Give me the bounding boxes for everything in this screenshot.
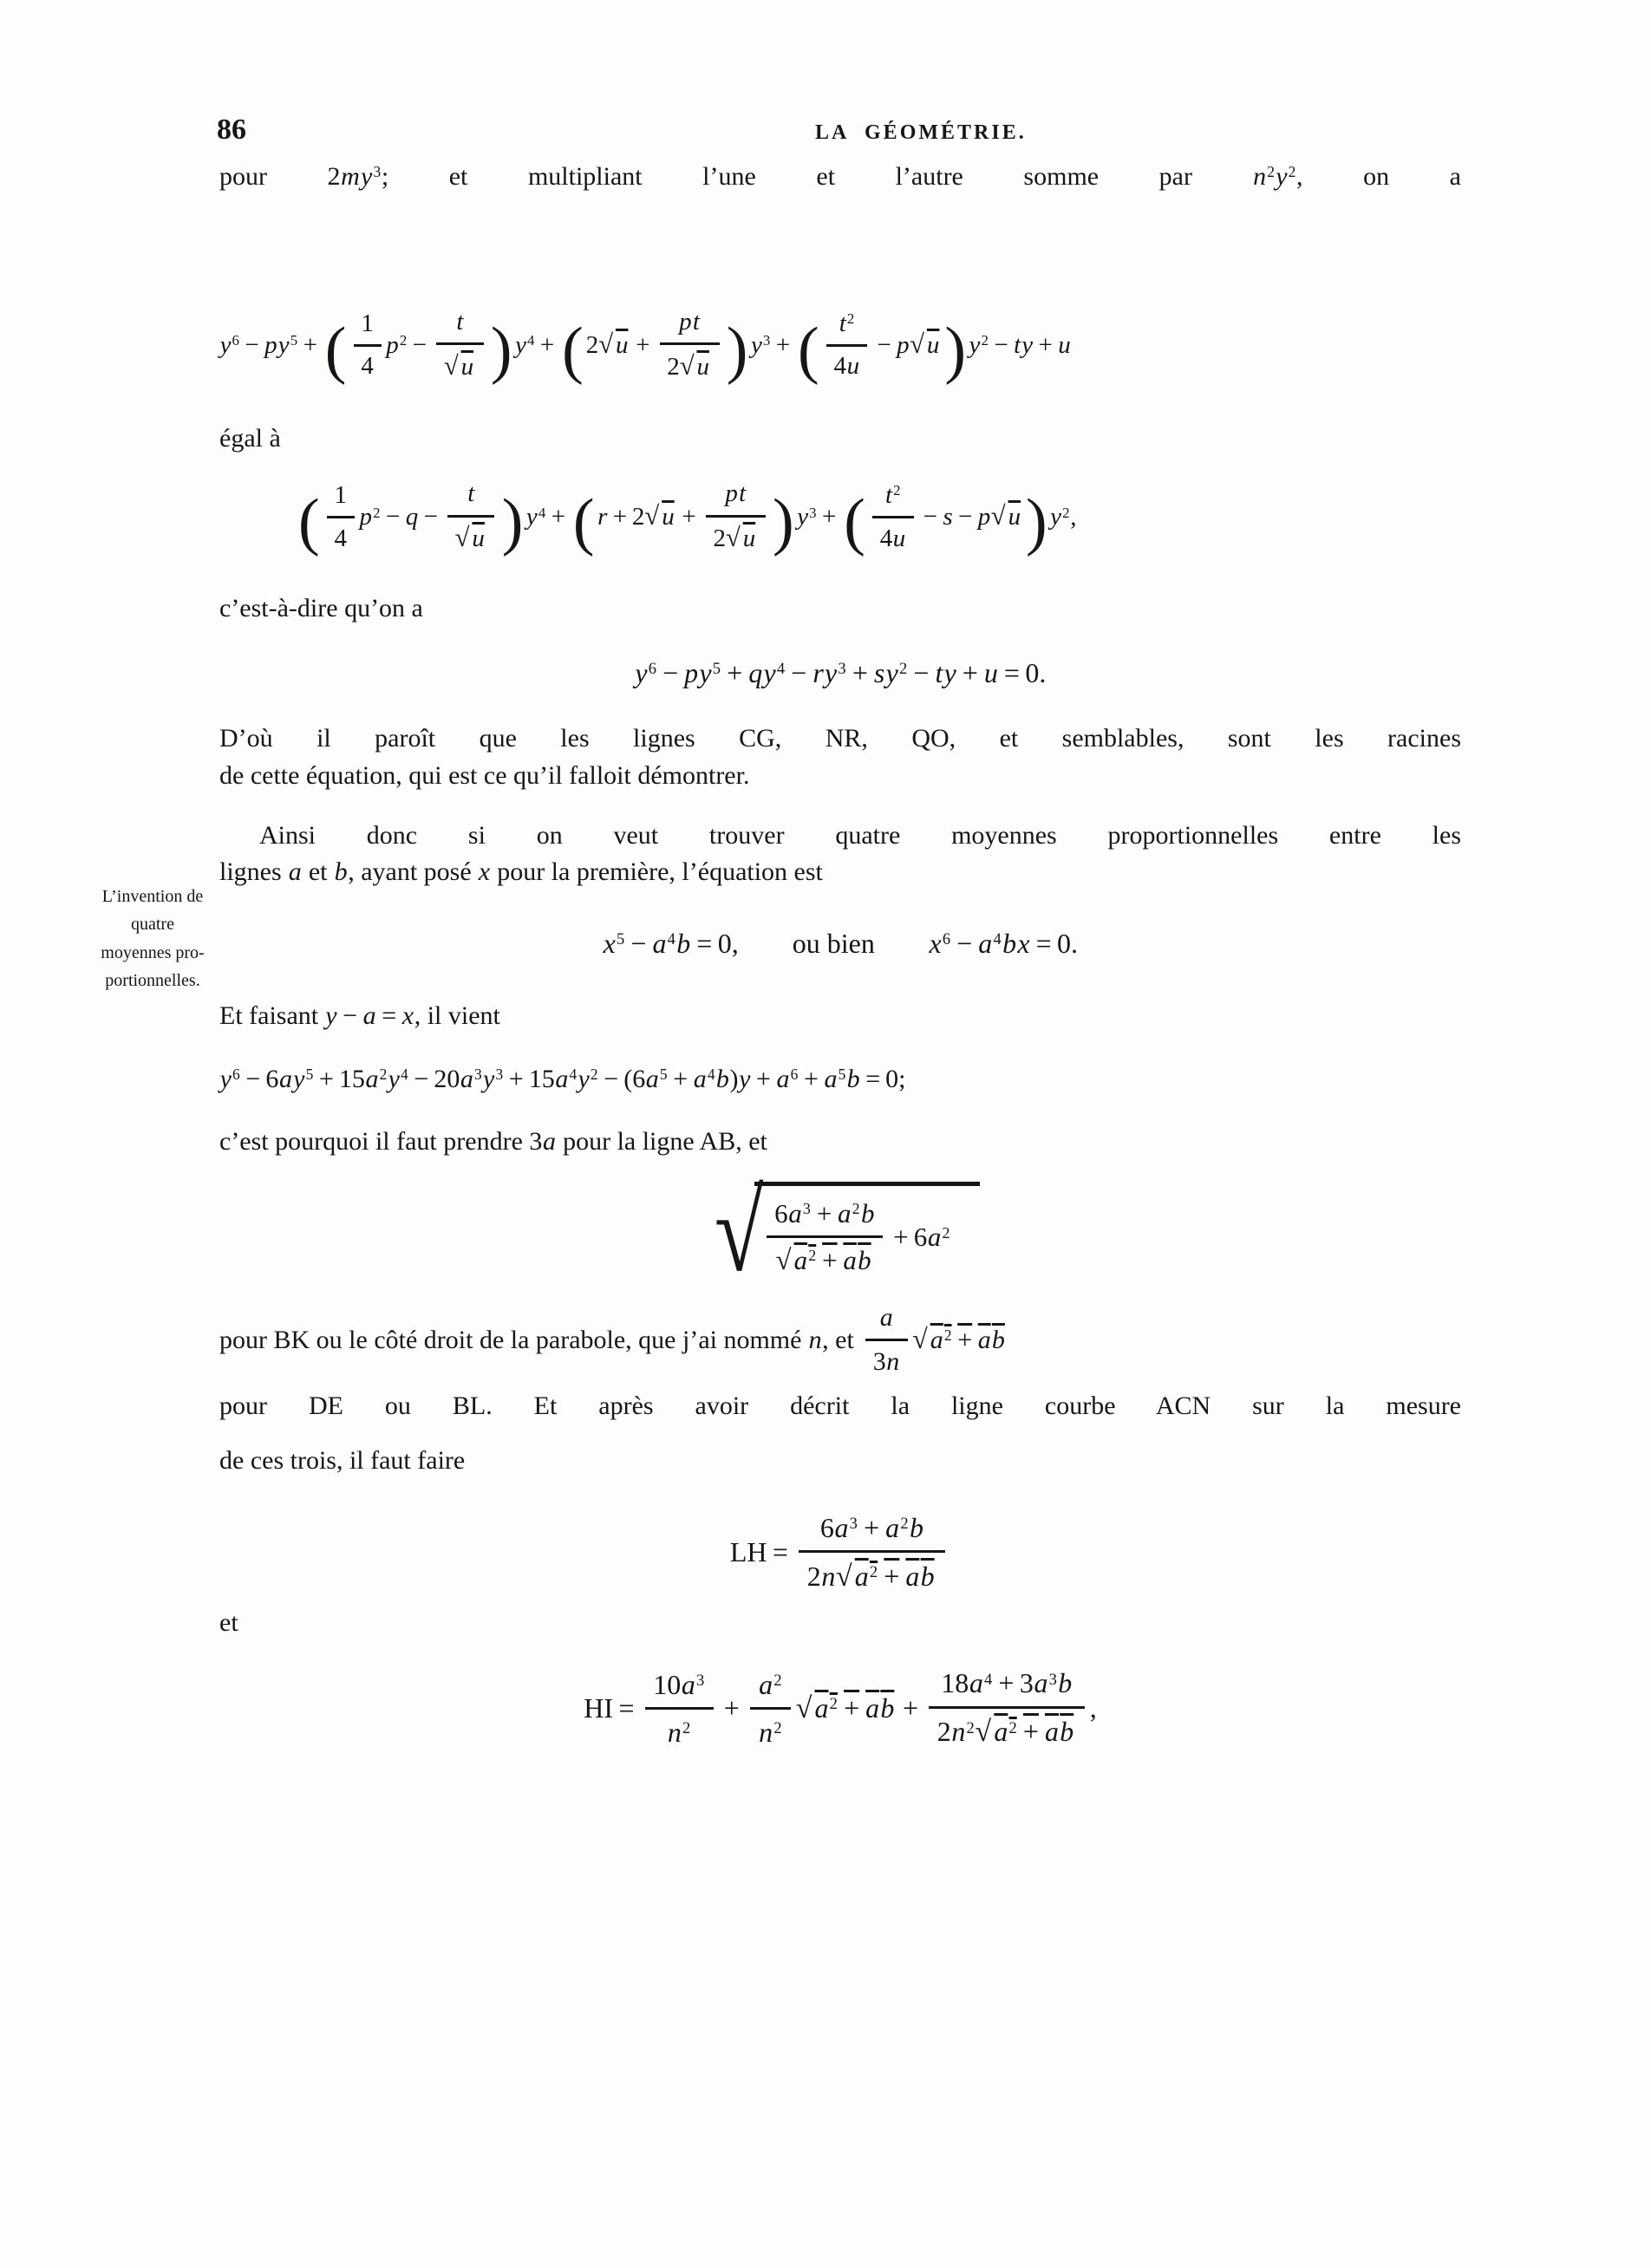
paragraph-ainsi xyxy=(219,818,1461,891)
margin-note xyxy=(85,883,220,995)
paragraph-egal-a: égal à xyxy=(219,424,281,453)
paragraph-et: et xyxy=(219,1608,238,1638)
equation-expanded-binomial: $y^6 - 6ay^5 + 15a^2y^4 - 20a^3y^3 + 15a^4y^2 - (6a^5 + a^4b)y + a^6 + a^5b = 0$; xyxy=(219,1064,906,1093)
paragraph-cest-pourquoi: c’est pourquoi il faut prendre 3a pour la ligne AB, et xyxy=(219,1127,767,1157)
margin-note-line: quatre xyxy=(131,915,174,935)
paragraph-ainsi-line1: Ainsi donc si on veut trouver quatre moyennes proportionnelles entre les xyxy=(259,820,1461,850)
paragraph-dou-line2: de cette équation, qui est ce qu’il falloit démontrer. xyxy=(219,761,750,790)
margin-note-line: moyennes pro- xyxy=(101,942,205,962)
paragraph-cest-a-dire: c’est-à-dire qu’on a xyxy=(219,594,423,623)
paragraph-ainsi-line2: lignes a et b, ayant posé x pour la première, l’équation est xyxy=(219,857,823,887)
paragraph-et-faisant: Et faisant y − a = x, il vient xyxy=(219,1001,500,1031)
equation-egal-a: ( $\frac{1}{4}$ $p^2 - q$ − $\frac{t}{√u}$ ) $y^4$ + ( r + 2√u + $\frac{pt}{2√u}$ ) $y^3$ + ( $\frac{t^2}{4u}$ − s − p√u) $y^2$, xyxy=(298,479,1077,557)
page-number: 86 xyxy=(217,114,246,146)
paragraph-dou xyxy=(219,720,1461,794)
equation-hi: HI = $\frac{10a^3}{n^2}$ + $\frac{a^2}{n^2}$ $√a^2$ + ab + $\frac{18a^4 + 3a^3b}{2n^2√a^2 + ab}$ , xyxy=(219,1666,1461,1756)
paragraph-dou-line1: D’où il paroît que les lignes CG, NR, QO, et semblables, sont les racines xyxy=(219,724,1461,753)
paragraph-pour-de: pour DE ou BL. Et après avoir décrit la ligne courbe ACN sur la mesure xyxy=(219,1391,1461,1421)
paragraph-de-ces-trois: de ces trois, il faut faire xyxy=(219,1445,466,1475)
text-column xyxy=(219,159,1461,1756)
margin-note-line: portionnelles. xyxy=(105,971,200,991)
equation-sum-expanded: $y^6 - py^5$ + ( $\frac{1}{4}$ $p^2$ − $\frac{t}{√u}$ ) $y^4$ + ( 2√u + $\frac{pt}{2√u}$ ) $y^3$ + ( $\frac{t^2}{4u}$ − p√u) $y^2$ − ty + u xyxy=(219,308,1071,385)
paragraph-intro: pour $2my^3$; et multipliant l’une et l’autre somme par $n^2y^2$, on a xyxy=(219,162,1461,191)
equation-lh: LH = $\frac{6a^3 + a^2b}{2n√a^2 + ab}$ xyxy=(219,1510,1461,1600)
paragraph-pour-bk: pour BK ou le côté droit de la parabole, que j’ai nommé n, et $\frac{a}{3n}$ $√a^2$ + ab xyxy=(219,1301,1461,1383)
equation-sextic: $y^6 - py^5 + qy^4 - ry^3 + sy^2$ − ty + u = 0. xyxy=(635,656,1047,688)
running-title: LA GÉOMÉTRIE. xyxy=(815,121,1027,144)
margin-note-line: L’invention de xyxy=(101,887,204,906)
equation-proportionnelles: $x^5 - a^4b = 0$, ou bien $x^6 - a^4bx = 0$. xyxy=(603,927,1078,959)
equation-big-radical: √ $\frac{6a^3 + a^2b}{√a^2 + ab}$ + $6a^2$ xyxy=(219,1182,1461,1296)
